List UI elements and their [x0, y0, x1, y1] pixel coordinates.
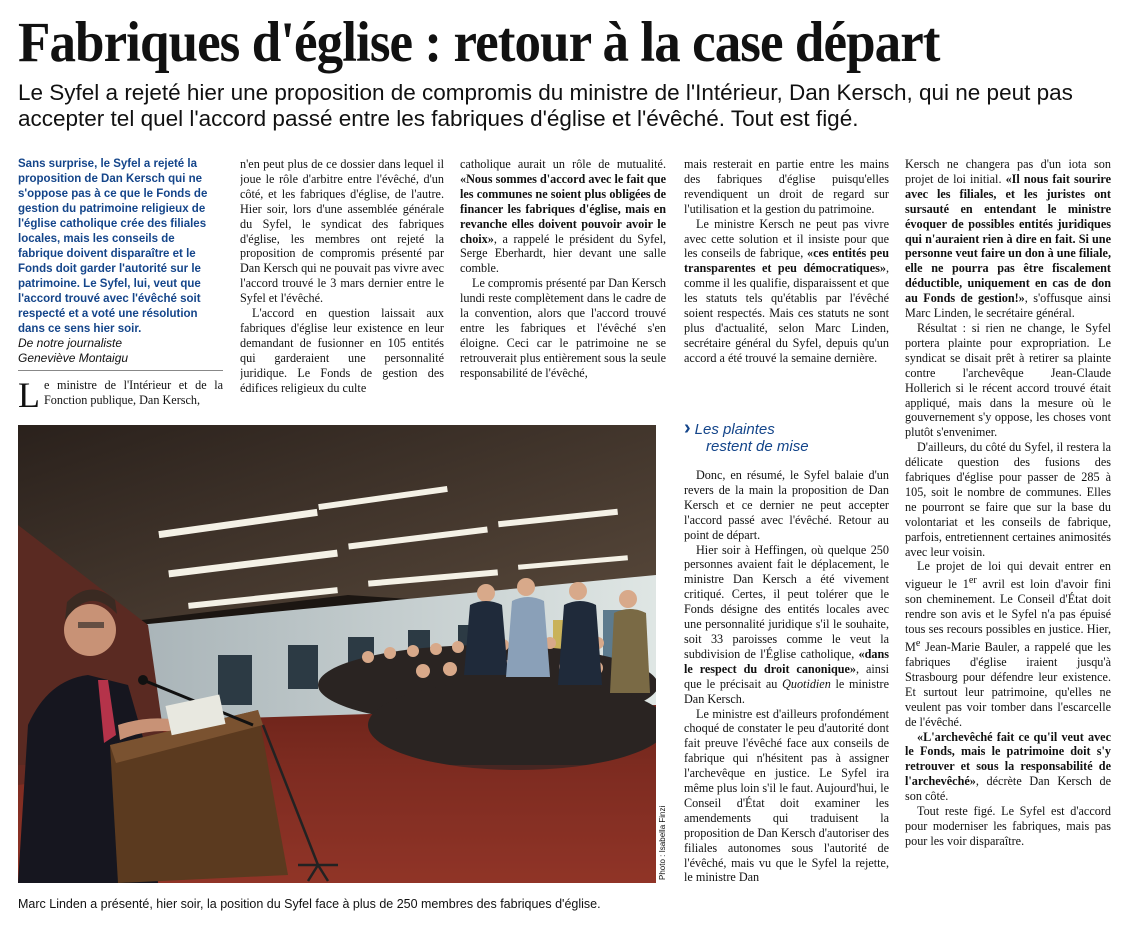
- quote: «Nous sommes d'accord avec le fait que les communes ne soient plus obligées de financer les fabriques d'église, mais en revanche elles doivent pouvoir avoir le choix»: [460, 171, 666, 246]
- text-run: , comme il les qualifie, disparaissent et que les statuts tels qu'établis par l'évêché soient respectés. Mais ces statuts ne sont plus d'actualité, selon Marc Linden, secrétaire général du Syfel, depuis qu'un accord a été trouvé la semaine dernière.: [684, 261, 889, 365]
- byline-author: Geneviève Montaigu: [18, 351, 129, 365]
- quote: «ces entités peu transparentes et peu démocratiques»: [684, 246, 889, 276]
- paragraph: L'accord en question laissait aux fabriques d'église leur existence en leur demandant de fusionner en 105 entités qui garderaient une personnalité juridique. Le Fonds de gestion des édifices religieux du culte: [240, 306, 444, 395]
- quote: «dans le respect du droit canonique»: [684, 646, 889, 676]
- article-column-1: [18, 378, 223, 418]
- text-run: Le ministre Kersch ne peut pas vivre avec cette solution et il insiste pour que les conseils de fabrique,: [684, 216, 889, 261]
- paragraph: [905, 730, 1111, 805]
- photo-caption: Marc Linden a présenté, hier soir, la position du Syfel face à plus de 250 membres des fabriques d'église.: [18, 897, 601, 911]
- chevron-right-icon: ›: [684, 417, 691, 439]
- meeting-photo-illustration: [18, 425, 656, 883]
- subheading-text: restent de mise: [706, 438, 809, 455]
- article-column-3: [460, 157, 666, 413]
- paragraph: Donc, en résumé, le Syfel balaie d'un revers de la main la proposition de Dan Kersch et ce dernier ne peut accepter l'accord passé avec l'évêché. Retour au point de départ.: [684, 468, 889, 542]
- lead-paragraph: Sans surprise, le Syfel a rejeté la proposition de Dan Kersch qui ne s'oppose pas à ce que le Fonds de gestion du patrimoine religieux de l'église catholique crée des filiales locales, mais les conseils de fabrique doivent disparaître et le Fonds doit garder l'autorité sur le patrimoine. Le Syfel, lui, veut que l'accord trouvé avec l'évêché soit respecté et a voté une résolution dans ce sens hier soir.: [18, 158, 208, 335]
- article-column-4-continued: [684, 468, 889, 913]
- article-column-4: [684, 157, 889, 413]
- paragraph: D'ailleurs, du côté du Syfel, il restera la délicate question des fusions des fabriques d'église pour passer de 285 à 105, soit le nombre de communes. Elles ne pourront se faire que sur la base du volontariat et les conseils de fabrique, parfois, entretiennent certaines animosités avec leur voisin.: [905, 440, 1111, 559]
- meeting-photo: [18, 425, 656, 883]
- paragraph: Le compromis présenté par Dan Kersch lundi reste complètement dans le cadre de la convention, alors que l'accord trouvé entre les fabriques et l'évêché s'en éloigne. Ceci car le patrimoine ne se retrouverait plus entièrement sous la seule responsabilité de l'évêché,: [460, 276, 666, 380]
- paragraph: n'en peut plus de ce dossier dans lequel il joue le rôle d'arbitre entre l'évêché, d'un côté, et les fabriques d'église, de l'autre. Hier soir, lors d'une assemblée générale du Syfel, le syndicat des fabriques d'église, les membres ont rejeté la proposition de compromis présenté par Dan Kersch qui ne pouvait pas vivre avec l'accord trouvé le 3 mars dernier entre le Syfel et l'évêché.: [240, 157, 444, 306]
- byline-label: De notre journaliste: [18, 336, 123, 350]
- text-run: , a rappelé le président du Syfel, Serge Eberhardt, hier devant une salle comble.: [460, 231, 666, 276]
- text-run: , s'offusque ainsi Marc Linden, le secrétaire général.: [905, 291, 1111, 321]
- text-run: , décrète Dan Kersch de son côté.: [905, 774, 1111, 804]
- paragraph: Le ministre est d'ailleurs profondément choqué de constater le peu d'autorité dont fait preuve l'évêché face aux conseils de fabrique qui n'hésitent pas à assigner l'archevêque en justice. Le Syfel ira même plus loin s'il le faut. Aujourd'hui, le Conseil d'État doit examiner les amendements qui traduisent la proposition de Dan Kersch d'autoriser des filiales autonomes sous l'autorité de l'évêché, mais vu que le Syfel la rejette, le ministre Dan: [684, 706, 889, 885]
- drop-cap: L: [18, 378, 40, 415]
- paragraph: Tout reste figé. Le Syfel est d'accord pour moderniser les fabriques, mais pas pour les voir disparaître.: [905, 804, 1111, 848]
- text-run: Hier soir à Heffingen, où quelque 250 personnes avaient fait le déplacement, le ministre Dan Kersch a été vivement critiqué. Certes, il peut tolérer que le Fonds désigne des entités locales avec une personnalité juridique s'il le souhaite, soit 33 paroisses comme le veut la subdivision de l'Église catholique,: [684, 542, 889, 661]
- paragraph: mais resterait en partie entre les mains des fabriques d'église puisqu'elles revendiquent un droit de regard sur l'utilisation et la gestion du patrimoine.: [684, 157, 889, 216]
- article-column-5: [905, 157, 1111, 917]
- paragraph: [684, 543, 889, 707]
- text-run: , ainsi que le précisait au: [684, 661, 889, 691]
- paragraph: Résultat : si rien ne change, le Syfel portera plainte pour expropriation. Le syndicat se disait prêt à retirer sa plainte contre l'archevêque Jean-Claude Hollerich si le récent accord trouvé était appliqué, mais dans la mesure où le gouvernement s'y oppose, les choses vont plutôt s'envenimer.: [905, 320, 1111, 440]
- headline: Fabriques d'église : retour à la case départ: [18, 11, 940, 74]
- superscript: er: [968, 575, 977, 587]
- quote: «Il nous fait sourire avec les filiales, et les juristes ont sursauté en entendant le ministre évoquer de possibles entités juridiques qui n'auraient rien à dire en fait. Si une personne veut faire un don à une filiale, elle ne pourra pas être fiscalement déductible, uniquement en cas de don au Fonds de gestion!»: [905, 171, 1111, 306]
- text-run: le ministre Dan Kersch.: [684, 676, 889, 706]
- paragraph: [905, 157, 1111, 321]
- text-run: catholique aurait un rôle de mutualité.: [460, 157, 666, 171]
- photo-credit: Photo : Isabella Finzi: [658, 805, 667, 880]
- quote: «L'archevêché fait ce qu'il veut avec le Fonds, mais le patrimoine doit s'y retrouver et sous la responsabilité de l'archevêché»: [905, 729, 1111, 789]
- subheading-line: [684, 417, 889, 439]
- standfirst: Le Syfel a rejeté hier une proposition de compromis du ministre de l'Intérieur, Dan Kersch, qui ne peut pas accepter tel quel l'accord passé entre les fabriques d'église et l'évêché. Tout est figé.: [18, 80, 1073, 131]
- column-1-text: e ministre de l'Intérieur et de la Fonction publique, Dan Kersch,: [44, 378, 223, 407]
- superscript: e: [915, 638, 921, 650]
- text-run: Le projet de loi qui devait entrer en vigueur le 1: [905, 559, 1111, 592]
- paragraph: [905, 559, 1111, 729]
- subheading-text: Les plaintes: [694, 421, 775, 438]
- paragraph: [684, 217, 889, 366]
- article-column-2: [240, 157, 444, 413]
- publication-name: Quotidien: [782, 676, 831, 691]
- text-run: avril est loin d'avoir fini son cheminement. Le Conseil d'État doit rendre son avis et le Syfel n'a pas épuisé tous ses recours possibles en justice. Hier, M: [905, 577, 1111, 655]
- text-run: Kersch ne changera pas d'un iota son projet de loi initial.: [905, 157, 1111, 186]
- paragraph: [460, 157, 666, 276]
- text-run: Jean-Marie Bauler, a rappelé que les fabriques d'église iraient jusqu'à Strasbourg pour défendre leur existence. Et surtout leur patrimoine, qu'elles ne veulent pas voir tomber dans l'escarcelle de l'évêché.: [905, 640, 1111, 729]
- subheading: [684, 417, 889, 455]
- byline: [18, 336, 223, 371]
- subheading-line: [684, 438, 889, 455]
